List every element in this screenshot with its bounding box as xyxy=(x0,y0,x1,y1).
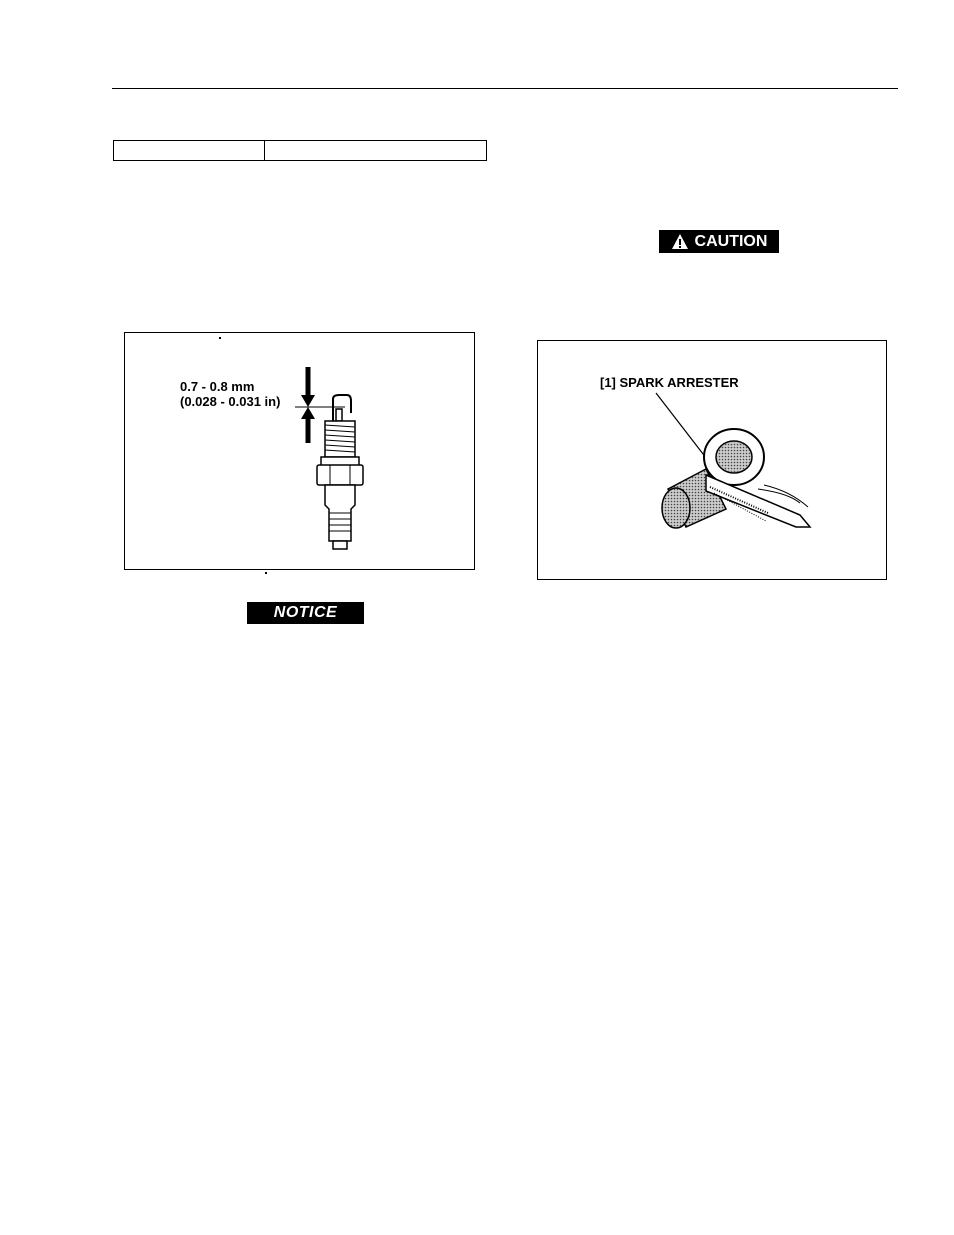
spark-arrester-drawing xyxy=(538,341,886,579)
spec-table-cell xyxy=(265,141,486,160)
spark-plug-figure xyxy=(124,332,475,570)
notice-badge xyxy=(247,602,364,624)
spark-arrester-figure xyxy=(537,340,887,580)
scan-speck xyxy=(265,572,267,574)
gap-in-label: (0.028 - 0.031 in) xyxy=(180,394,281,409)
header-rule xyxy=(112,88,898,89)
spark-plug-drawing xyxy=(125,333,474,569)
gap-mm-label: 0.7 - 0.8 mm xyxy=(180,379,255,394)
warning-triangle-icon xyxy=(671,233,689,250)
scan-speck xyxy=(219,337,221,339)
spec-table-cell xyxy=(114,141,265,160)
caution-badge xyxy=(659,230,779,253)
caution-label: CAUTION xyxy=(694,232,768,250)
arrester-label: [1] SPARK ARRESTER xyxy=(600,375,739,390)
notice-label: NOTICE xyxy=(273,604,338,621)
spec-table xyxy=(113,140,487,161)
